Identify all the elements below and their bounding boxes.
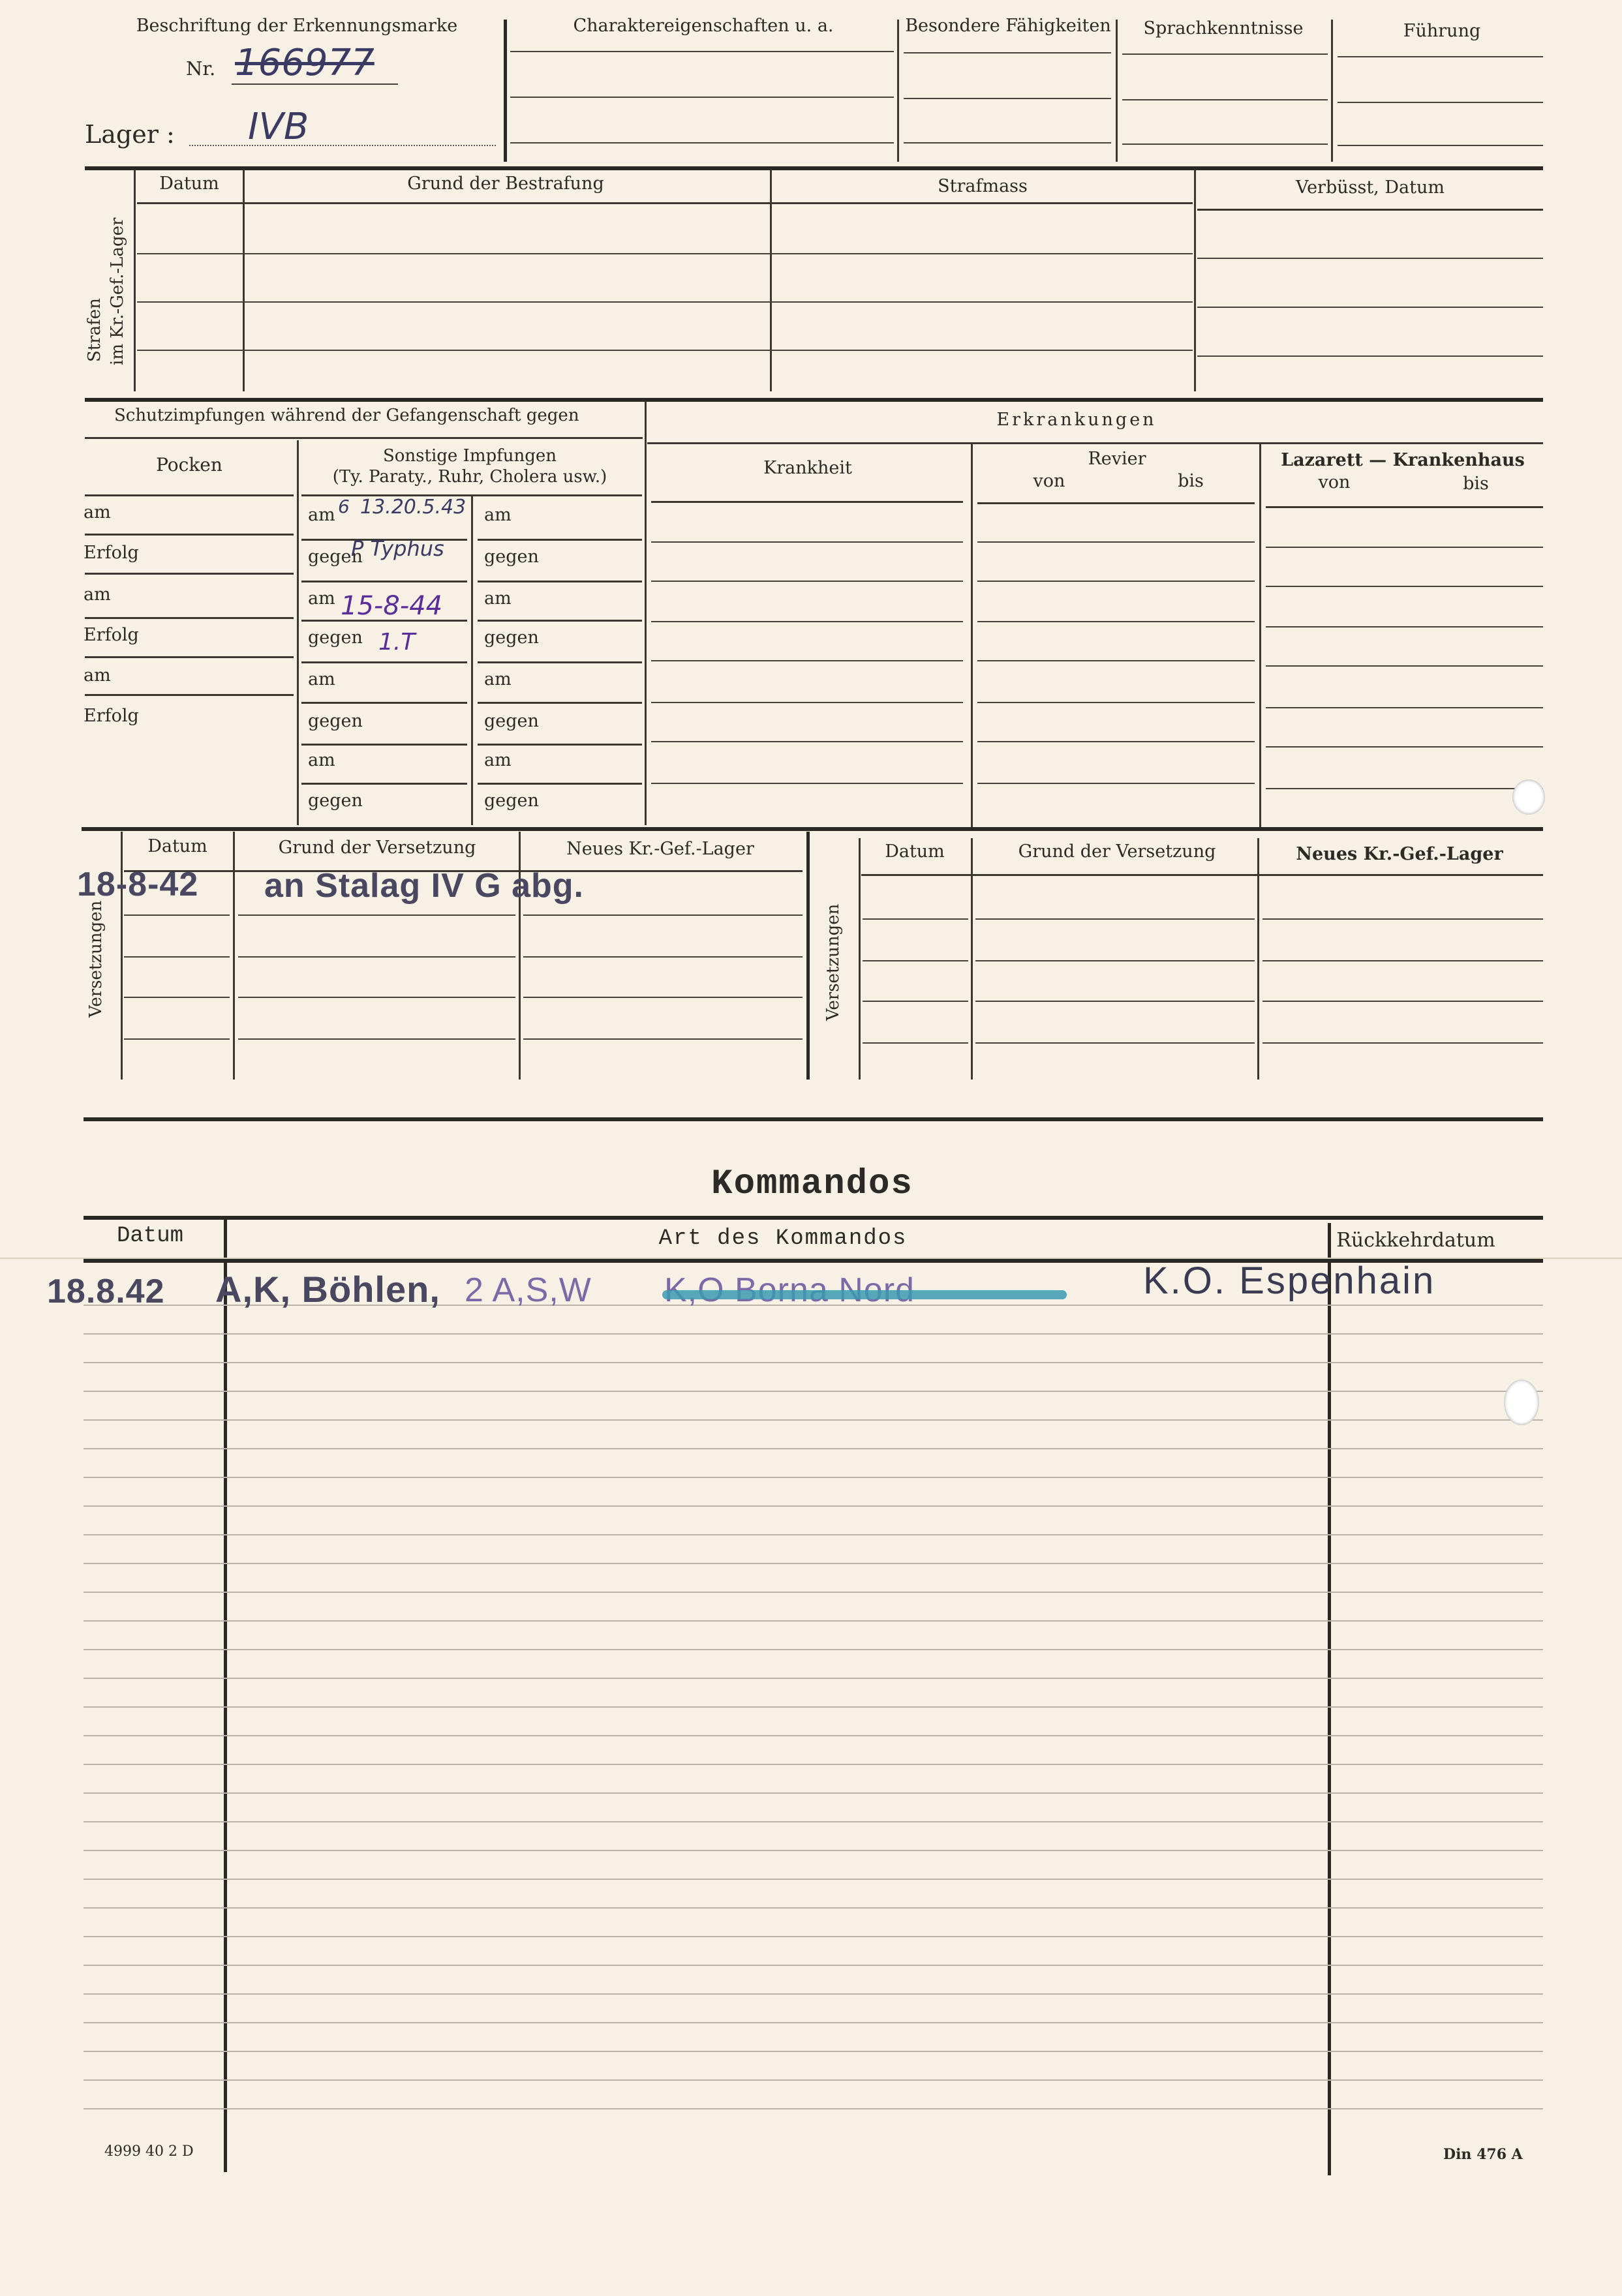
section-rule-1 (85, 166, 1543, 170)
rule (651, 621, 963, 622)
punch-hole (1504, 1380, 1539, 1425)
rule (478, 783, 642, 785)
rule (85, 617, 294, 619)
vers-col-neues: Neues Kr.-Gef.-Lager (566, 839, 754, 859)
rule (975, 1042, 1255, 1044)
sonstige-row-label: am (484, 505, 512, 525)
rule (301, 494, 642, 496)
nr-label: Nr. (186, 57, 216, 80)
kommandos-rule (84, 1821, 1543, 1822)
hw-gegen-1: P Typhus (351, 536, 444, 561)
rule (478, 620, 642, 622)
strafen-col-grund: Grund der Bestrafung (407, 174, 604, 194)
strafen-side-label: Strafen (85, 298, 104, 362)
kommandos-rule (84, 1620, 1543, 1622)
kommandos-rule (84, 1764, 1543, 1765)
komm-entry-asw: 2 A,S,W (465, 1271, 592, 1309)
rule (651, 660, 963, 661)
rule (301, 661, 467, 663)
kommandos-rule (84, 2079, 1543, 2081)
strafen-col-strafmass: Strafmass (938, 176, 1028, 196)
kommandos-rule (84, 1706, 1543, 1708)
kommandos-rule (84, 1907, 1543, 1909)
rule (478, 581, 642, 582)
col-lazarett: Lazarett — Krankenhaus (1281, 450, 1525, 470)
komm-entry-stamp: A,K, Böhlen, (215, 1269, 440, 1310)
versetzungen-side-label: Versetzungen (86, 900, 106, 1018)
rule (301, 744, 467, 746)
sonstige-label: Sonstige Impfungen (382, 446, 557, 466)
form-number: 4999 40 2 D (104, 2143, 194, 2160)
pocken-row-label: Erfolg (84, 543, 139, 563)
rule (124, 914, 230, 916)
kommandos-rule (84, 1792, 1543, 1794)
pocken-row-label: am (84, 665, 111, 686)
rule (510, 51, 894, 52)
faehigkeiten-label: Besondere Fähigkeiten (905, 16, 1111, 36)
rule (904, 142, 1111, 144)
rule (238, 997, 515, 998)
sonstige-row-label: gegen (484, 711, 539, 731)
rule (238, 914, 515, 916)
vers-col-grund: Grund der Versetzung (278, 838, 476, 858)
rule (904, 52, 1111, 53)
rule (651, 581, 963, 582)
rule (863, 1042, 968, 1044)
rule (1262, 960, 1543, 961)
rule (651, 741, 963, 742)
kommandos-rule (84, 1333, 1543, 1335)
kommandos-rule (84, 1592, 1543, 1593)
kommandos-rule (84, 1936, 1543, 1937)
rule (806, 832, 810, 1080)
rule (1259, 444, 1261, 828)
lazarett-bis: bis (1463, 474, 1489, 494)
rule (651, 541, 963, 543)
pocken-row-label: Erfolg (84, 706, 139, 726)
rule (85, 573, 294, 575)
sprachen-label: Sprachkenntnisse (1143, 18, 1304, 38)
rule (1266, 746, 1543, 748)
rule (85, 437, 643, 439)
header-divider (1331, 20, 1333, 162)
rule (478, 539, 642, 541)
rule (1197, 355, 1543, 357)
sonstige-row-label: gegen (484, 791, 539, 811)
kommandos-rule (84, 1879, 1543, 1880)
fuehrung-label: Führung (1403, 21, 1481, 41)
rule (124, 956, 230, 958)
sonstige-row-label: gegen (308, 627, 363, 648)
rule (478, 702, 642, 704)
rule (975, 1001, 1255, 1002)
rule (1197, 209, 1543, 211)
rule (137, 202, 1193, 204)
sonstige-row-label: am (308, 505, 335, 525)
rule (471, 496, 473, 825)
rule (238, 956, 515, 958)
col-krankheit: Krankheit (763, 458, 852, 478)
revier-bis: bis (1178, 471, 1204, 491)
pocken-label: Pocken (156, 454, 222, 476)
vers-entry-datum: 18-8-42 (77, 866, 199, 903)
rule (1122, 53, 1328, 55)
rule (977, 581, 1255, 582)
kommandos-rule (84, 1419, 1543, 1421)
kommandos-rule (84, 1505, 1543, 1507)
rule (863, 918, 968, 920)
rule (85, 656, 294, 658)
vers-col-datum-2: Datum (885, 841, 945, 862)
rule (523, 956, 803, 958)
rule (977, 702, 1255, 703)
pocken-row-label: am (84, 502, 111, 522)
rule (523, 1038, 803, 1040)
sonstige-row-label: gegen (308, 547, 363, 567)
rule (651, 702, 963, 703)
erkrankungen-title: Erkrankungen (996, 410, 1157, 430)
header-divider (1116, 20, 1118, 162)
kommandos-rule (84, 1391, 1543, 1392)
sonstige-row-label: gegen (484, 627, 539, 648)
rule (975, 918, 1255, 920)
kommandos-rule (84, 2051, 1543, 2052)
kommandos-top-rule (84, 1216, 1543, 1220)
rule (1197, 307, 1543, 308)
rule (1266, 626, 1543, 627)
rule (301, 783, 467, 785)
lager-value: IVB (248, 106, 309, 148)
col-revier: Revier (1088, 449, 1146, 469)
kommandos-title: Kommandos (711, 1164, 913, 1204)
kommandos-rule (84, 1362, 1543, 1363)
kommandos-rule (84, 1735, 1543, 1736)
rule (233, 832, 235, 1080)
sonstige-row-label: am (484, 669, 512, 689)
kommandos-rule (84, 1649, 1543, 1650)
sonstige-row-label: am (484, 750, 512, 770)
hw-am-2: 15-8-44 (341, 591, 443, 621)
kommandos-rule (84, 1965, 1543, 1966)
kommandos-rule (84, 1850, 1543, 1851)
rule (238, 1038, 515, 1040)
rule (1266, 547, 1543, 548)
rule (1122, 99, 1328, 100)
sonstige-row-label: am (308, 750, 335, 770)
pocken-row-label: Erfolg (84, 625, 139, 645)
rule (301, 702, 467, 704)
rule (124, 997, 230, 998)
rule (645, 401, 647, 825)
rule (510, 142, 894, 144)
hw-am-1: 13.20.5.43 (360, 496, 467, 519)
pocken-row-label: am (84, 584, 111, 605)
rule (977, 783, 1255, 784)
header-divider (897, 20, 899, 162)
rule (1328, 1223, 1331, 2175)
rule (523, 997, 803, 998)
sonstige-row-label: gegen (308, 711, 363, 731)
rule (124, 1038, 230, 1040)
impfungen-title: Schutzimpfungen während der Gefangenschaft gegen (114, 406, 579, 425)
rule (1266, 788, 1543, 789)
hw-am-1-prefix: 6 (338, 496, 350, 517)
komm-entry-espenhain: K.O. Espenhain (1143, 1260, 1436, 1302)
kommandos-rule (84, 1678, 1543, 1679)
nr-underline (232, 83, 398, 85)
rule (647, 442, 1543, 444)
komm-col-art: Art des Kommandos (658, 1226, 908, 1251)
vers-col-grund-2: Grund der Versetzung (1018, 841, 1216, 862)
rule (863, 1001, 968, 1002)
rule (134, 170, 136, 391)
vers-entry-text: an Stalag IV G abg. (264, 867, 584, 905)
rule (971, 444, 973, 828)
rule (1197, 258, 1543, 259)
rule (297, 440, 299, 825)
rule (523, 914, 803, 916)
kommandos-rule (84, 2108, 1543, 2109)
rule (1194, 170, 1196, 391)
kommandos-rule (84, 1563, 1543, 1564)
section-rule-3 (82, 827, 1543, 831)
rule (1338, 102, 1543, 103)
hw-gegen-2: 1.T (378, 629, 416, 656)
rule (863, 960, 968, 961)
komm-col-rueckkehr: Rückkehrdatum (1336, 1229, 1495, 1252)
kommandos-rule (84, 1477, 1543, 1478)
rule (1338, 145, 1543, 146)
rule (1122, 144, 1328, 145)
rule (861, 874, 1543, 876)
revier-von: von (1033, 471, 1065, 491)
rule (478, 661, 642, 663)
rule (478, 744, 642, 746)
rule (137, 253, 1193, 254)
rule (977, 541, 1255, 543)
kommandos-rule (84, 1534, 1543, 1535)
din-label: Din 476 A (1443, 2146, 1523, 2163)
kommandos-rule (84, 1993, 1543, 1995)
sonstige-row-label: am (308, 588, 335, 609)
sonstige-row-label: am (484, 588, 512, 609)
rule (975, 960, 1255, 961)
lager-label: Lager : (85, 120, 175, 149)
rule (1266, 586, 1543, 587)
komm-entry-datum: 18.8.42 (47, 1273, 165, 1310)
erkennungsmarke-label: Beschriftung der Erkennungsmarke (136, 16, 458, 36)
strafen-side-label-2: im Kr.-Gef.-Lager (108, 217, 127, 365)
rule (859, 838, 861, 1080)
komm-col-datum: Datum (116, 1224, 184, 1248)
strafen-col-datum: Datum (159, 174, 219, 194)
charakter-label: Charaktereigenschaften u. a. (573, 16, 834, 36)
rule (1262, 918, 1543, 920)
rule (651, 783, 963, 784)
punch-hole (1512, 779, 1545, 815)
rule (651, 501, 963, 503)
sonstige-row-label: gegen (484, 547, 539, 567)
rule (977, 502, 1255, 504)
rule (977, 660, 1255, 661)
rule (977, 621, 1255, 622)
section-rule-2 (85, 398, 1543, 402)
rule (137, 301, 1193, 303)
vers-col-datum: Datum (147, 836, 207, 856)
lazarett-von: von (1318, 472, 1351, 492)
lager-underline (189, 145, 496, 146)
sonstige-row-label: am (308, 669, 335, 689)
rule (904, 98, 1111, 99)
strikethrough-mark (662, 1290, 1067, 1299)
rule (85, 534, 294, 536)
rule (1262, 1042, 1543, 1044)
rule (85, 494, 294, 496)
rule (977, 741, 1255, 742)
kommandos-rule (84, 1448, 1543, 1449)
strafen-col-verbuesst: Verbüsst, Datum (1296, 177, 1445, 198)
rule (510, 97, 894, 98)
rule (1262, 1001, 1543, 1002)
versetzungen-side-label-2: Versetzungen (823, 903, 843, 1021)
rule (301, 581, 467, 582)
section-rule-4 (84, 1117, 1543, 1121)
kommandos-rule (84, 2022, 1543, 2023)
sonstige-label-2: (Ty. Paraty., Ruhr, Cholera usw.) (332, 467, 607, 487)
rule (1338, 56, 1543, 57)
rule (85, 694, 294, 696)
rule (1266, 665, 1543, 667)
rule (137, 350, 1193, 351)
header-divider-main (504, 20, 507, 162)
sonstige-row-label: gegen (308, 791, 363, 811)
vers-col-neues-2: Neues Kr.-Gef.-Lager (1296, 844, 1503, 864)
nr-value: 166977 (235, 42, 375, 84)
rule (1266, 506, 1543, 508)
rule (1266, 707, 1543, 708)
